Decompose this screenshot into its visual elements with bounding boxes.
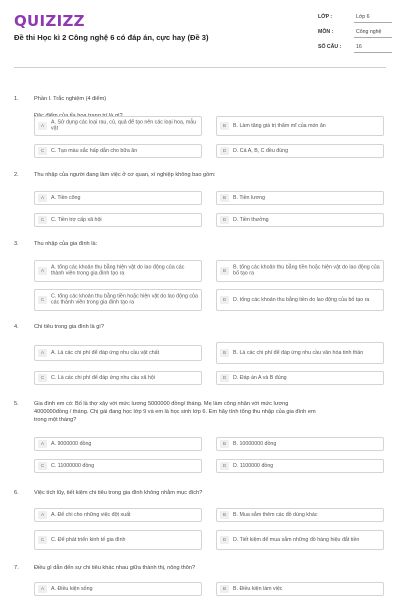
question-text-line: trong một tháng? bbox=[34, 417, 77, 423]
option-letter-badge: D bbox=[220, 462, 229, 470]
meta-subject-row bbox=[318, 27, 392, 42]
question-text: Điều gì dẫn đến sự chi tiêu khác nhau giữa thành thị, nông thôn? bbox=[34, 565, 196, 571]
option-letter-badge: B bbox=[220, 349, 229, 357]
answer-option-b[interactable] bbox=[216, 582, 384, 596]
question-text: Chi tiêu trong gia đình là gì? bbox=[34, 324, 104, 330]
meta-count-value: 16 bbox=[354, 44, 392, 53]
option-text: B. Là các chi phí để đáp ứng nhu cầu văn hóa tinh thần bbox=[233, 349, 364, 356]
option-letter-badge: B bbox=[220, 267, 229, 275]
meta-class-row bbox=[318, 12, 392, 27]
meta-count-row bbox=[318, 42, 392, 57]
option-text: A. Để chi cho những việc đột xuất bbox=[51, 511, 131, 518]
answer-option-d[interactable] bbox=[216, 371, 384, 385]
option-letter-badge: D bbox=[220, 374, 229, 382]
meta-subject-label: MÔN : bbox=[318, 29, 334, 35]
option-text: B. Mua sắm thêm các đồ dùng khác bbox=[233, 511, 318, 518]
option-letter-badge: D bbox=[220, 216, 229, 224]
answer-option-a[interactable] bbox=[34, 437, 202, 451]
answer-option-c[interactable] bbox=[34, 289, 202, 311]
option-text: C. Tạo màu sắc hấp dẫn cho bữa ăn bbox=[51, 147, 138, 154]
option-letter-badge: C bbox=[38, 462, 47, 470]
option-text: C. 11000000 đồng bbox=[51, 462, 95, 469]
option-text: C. tổng các khoản thu bằng tiền hoặc hiện vật do lao động của các thành viên trong gia đình tạo ra bbox=[51, 293, 198, 306]
option-letter-badge: B bbox=[220, 440, 229, 448]
option-letter-badge: D bbox=[220, 296, 229, 304]
question-number: 4. bbox=[14, 324, 19, 330]
option-text: B. Điều kiện làm việc bbox=[233, 585, 283, 592]
worksheet-header bbox=[0, 0, 400, 70]
option-letter-badge: B bbox=[220, 122, 229, 130]
option-text: B. Làm tăng giá trị thẩm mĩ của món ăn bbox=[233, 122, 326, 129]
answer-option-d[interactable] bbox=[216, 289, 384, 311]
question-number: 2. bbox=[14, 172, 19, 178]
option-text: D. Tiền thưởng bbox=[233, 216, 269, 223]
option-text: D. tổng các khoản thu bằng tiền do lao động của bố tạo ra bbox=[233, 296, 370, 303]
meta-panel bbox=[318, 12, 392, 57]
option-letter-badge: A bbox=[38, 440, 47, 448]
answer-option-c[interactable] bbox=[34, 459, 202, 473]
answer-option-d[interactable] bbox=[216, 144, 384, 158]
answer-option-c[interactable] bbox=[34, 371, 202, 385]
option-letter-badge: B bbox=[220, 511, 229, 519]
answer-option-d[interactable] bbox=[216, 459, 384, 473]
question-number: 6. bbox=[14, 490, 19, 496]
option-letter-badge: C bbox=[38, 374, 47, 382]
answer-option-d[interactable] bbox=[216, 530, 384, 550]
option-letter-badge: D bbox=[220, 147, 229, 155]
option-letter-badge: C bbox=[38, 216, 47, 224]
answer-option-a[interactable] bbox=[34, 345, 202, 361]
option-text: B. Tiền lương bbox=[233, 194, 266, 201]
meta-subject-value: Công nghệ bbox=[354, 29, 392, 38]
answer-option-b[interactable] bbox=[216, 508, 384, 522]
question-number: 7. bbox=[14, 565, 19, 571]
question-text: Thu nhập của người đang làm việc ở cơ quan, xí nghiệp không bao gồm: bbox=[34, 172, 216, 178]
answer-option-b[interactable] bbox=[216, 260, 384, 282]
option-text: D. Cả A, B, C đều đúng bbox=[233, 147, 289, 154]
option-letter-badge: C bbox=[38, 296, 47, 304]
option-text: C. Để phát triển kinh tế gia đình bbox=[51, 536, 126, 543]
answer-option-b[interactable] bbox=[216, 437, 384, 451]
answer-option-c[interactable] bbox=[34, 213, 202, 227]
option-letter-badge: B bbox=[220, 585, 229, 593]
option-letter-badge: A bbox=[38, 585, 47, 593]
option-text: D. 1100000 đồng bbox=[233, 462, 274, 469]
option-text: A. Là các chi phí để đáp ứng nhu cầu vật chất bbox=[51, 349, 160, 356]
option-text: B. 10000000 đồng bbox=[233, 440, 277, 447]
question-number: 1. bbox=[14, 96, 19, 102]
question-text-line: Gia đình em có: Bố là thợ xây với mức lương 5000000 đồng/ tháng. Mẹ làm công nhân với mức lương bbox=[34, 401, 289, 407]
option-text: C. Tiền trợ cấp xã hội bbox=[51, 216, 102, 223]
meta-class-label: LỚP : bbox=[318, 14, 333, 20]
answer-option-a[interactable] bbox=[34, 116, 202, 136]
option-text: A. Tiền công bbox=[51, 194, 81, 201]
question-text: Thu nhập của gia đình là: bbox=[34, 241, 98, 247]
answer-option-c[interactable] bbox=[34, 530, 202, 550]
answer-option-d[interactable] bbox=[216, 213, 384, 227]
answer-option-a[interactable] bbox=[34, 260, 202, 282]
option-letter-badge: A bbox=[38, 511, 47, 519]
option-text: A. Điều kiện sống bbox=[51, 585, 93, 592]
question-text-line: 4000000đồng / tháng. Chị gái đang học lớp 9 và em là học sinh lớp 6. Em hãy tính tổng thu nhập của gia đình em bbox=[34, 409, 316, 415]
option-text: A. Sử dụng các loại rau, củ, quả để tạo nên các loại hoa, mẫu vật bbox=[51, 119, 197, 132]
option-letter-badge: A bbox=[38, 122, 47, 130]
option-letter-badge: A bbox=[38, 349, 47, 357]
meta-class-value: Lớp 6 bbox=[354, 14, 392, 23]
answer-option-a[interactable] bbox=[34, 508, 202, 522]
option-letter-badge: A bbox=[38, 194, 47, 202]
option-text: D. Tiết kiệm để mua sắm những đồ hàng hiệu đắt tiền bbox=[233, 536, 360, 543]
answer-option-c[interactable] bbox=[34, 144, 202, 158]
option-letter-badge: C bbox=[38, 147, 47, 155]
option-text: A. 9000000 đồng bbox=[51, 440, 92, 447]
answer-option-b[interactable] bbox=[216, 342, 384, 364]
question-section-heading: Phần I. Trắc nghiệm (4 điểm) bbox=[34, 96, 107, 102]
quizizz-logo: QUIZIZZ bbox=[14, 12, 85, 30]
answer-option-a[interactable] bbox=[34, 191, 202, 205]
option-text: B. tổng các khoản thu bằng tiền hoặc hiện vật do lao động của bố tạo ra bbox=[233, 264, 380, 277]
answer-option-a[interactable] bbox=[34, 582, 202, 596]
question-number: 5. bbox=[14, 401, 19, 407]
meta-count-label: SỐ CÂU : bbox=[318, 44, 342, 50]
option-letter-badge: D bbox=[220, 536, 229, 544]
worksheet-title: Đề thi Học kì 2 Công nghệ 6 có đáp án, cực hay (Đề 3) bbox=[14, 33, 209, 42]
option-letter-badge: C bbox=[38, 536, 47, 544]
answer-option-b[interactable] bbox=[216, 116, 384, 136]
option-text: D. Đáp án A và B đúng bbox=[233, 374, 287, 381]
option-letter-badge: A bbox=[38, 267, 47, 275]
option-text: C. Là các chi phí để đáp ứng nhu cầu xã hội bbox=[51, 374, 155, 381]
question-number: 3. bbox=[14, 241, 19, 247]
question-text: Việc tích lũy, tiết kiệm chi tiêu trong gia đình không nhằm mục đích? bbox=[34, 490, 203, 496]
option-text: A. tổng các khoản thu bằng hiện vật do lao động của các thành viên trong gia đình tạo ra bbox=[51, 264, 185, 277]
option-letter-badge: B bbox=[220, 194, 229, 202]
header-divider bbox=[14, 67, 386, 68]
answer-option-b[interactable] bbox=[216, 191, 384, 205]
